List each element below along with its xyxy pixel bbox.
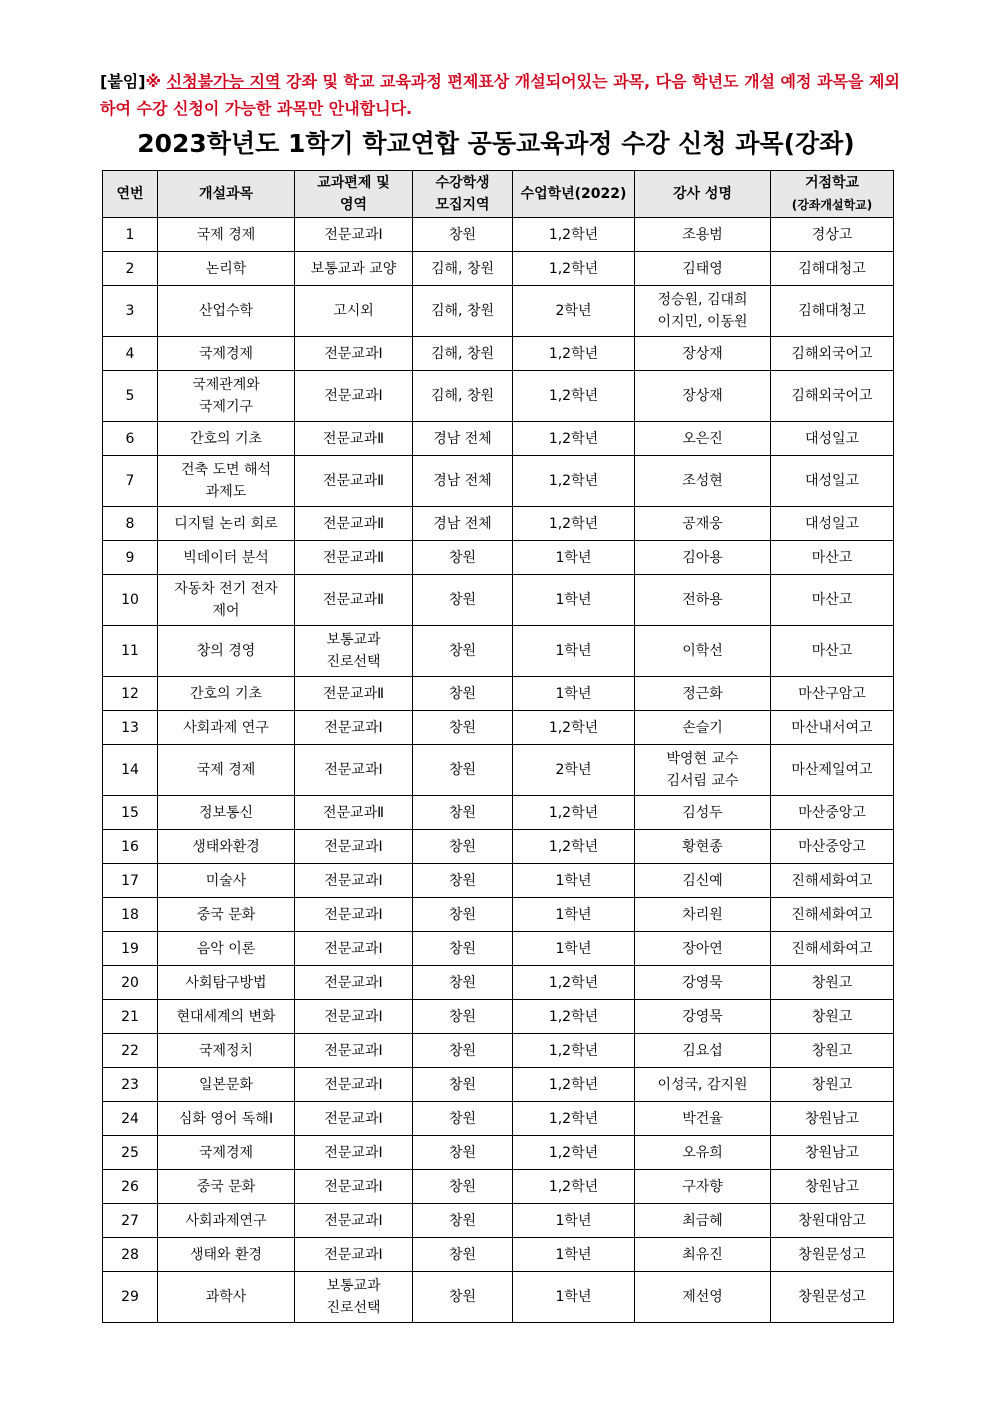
- cell-school: 마산제일여고: [771, 745, 894, 796]
- cell-region: 창원: [413, 1068, 513, 1102]
- cell-teacher: 강영묵: [635, 966, 771, 1000]
- cell-teacher: 차리원: [635, 898, 771, 932]
- cell-no: 7: [103, 456, 158, 507]
- cell-teacher: 정근화: [635, 677, 771, 711]
- cell-grade: 2학년: [513, 286, 635, 337]
- cell-subject: 창의 경영: [158, 626, 295, 677]
- cell-grade: 1,2학년: [513, 796, 635, 830]
- cell-school: 마산구암고: [771, 677, 894, 711]
- cell-school: 마산고: [771, 541, 894, 575]
- cell-region: 창원: [413, 1204, 513, 1238]
- cell-grade: 1,2학년: [513, 337, 635, 371]
- cell-teacher: 강영묵: [635, 1000, 771, 1034]
- cell-no: 10: [103, 575, 158, 626]
- cell-teacher: 박건율: [635, 1102, 771, 1136]
- header-teacher: 강사 성명: [635, 171, 771, 218]
- cell-subject: 논리학: [158, 252, 295, 286]
- cell-category: 전문교과Ⅰ: [295, 1136, 413, 1170]
- cell-region: 창원: [413, 1034, 513, 1068]
- cell-school: 창원고: [771, 966, 894, 1000]
- cell-grade: 1,2학년: [513, 711, 635, 745]
- cell-region: 창원: [413, 575, 513, 626]
- table-row: [103, 745, 894, 796]
- cell-school: 진해세화여고: [771, 864, 894, 898]
- cell-subject: 심화 영어 독해Ⅰ: [158, 1102, 295, 1136]
- cell-no: 26: [103, 1170, 158, 1204]
- cell-subject: 국제 경제: [158, 218, 295, 252]
- cell-grade: 2학년: [513, 745, 635, 796]
- cell-subject: 정보통신: [158, 796, 295, 830]
- notice-tag: [붙임]: [100, 72, 146, 91]
- cell-teacher: 오은진: [635, 422, 771, 456]
- cell-region: 창원: [413, 796, 513, 830]
- cell-subject: 일본문화: [158, 1068, 295, 1102]
- cell-category: 전문교과Ⅰ: [295, 218, 413, 252]
- cell-no: 13: [103, 711, 158, 745]
- table-row: [103, 1204, 894, 1238]
- cell-grade: 1학년: [513, 1272, 635, 1323]
- cell-grade: 1학년: [513, 677, 635, 711]
- cell-category: 전문교과Ⅰ: [295, 1034, 413, 1068]
- cell-region: 창원: [413, 626, 513, 677]
- cell-no: 14: [103, 745, 158, 796]
- cell-school: 창원남고: [771, 1136, 894, 1170]
- cell-no: 21: [103, 1000, 158, 1034]
- cell-subject: 생태와환경: [158, 830, 295, 864]
- cell-category: 전문교과Ⅱ: [295, 456, 413, 507]
- notice-text: [100, 68, 900, 122]
- cell-school: 창원문성고: [771, 1272, 894, 1323]
- cell-region: 창원: [413, 541, 513, 575]
- cell-school: 진해세화여고: [771, 898, 894, 932]
- cell-subject: 중국 문화: [158, 1170, 295, 1204]
- table-row: [103, 898, 894, 932]
- cell-category: 전문교과Ⅰ: [295, 1068, 413, 1102]
- cell-teacher: 이성국, 감지원: [635, 1068, 771, 1102]
- notice-body: 강좌 및 학교 교육과정 편제표상 개설되어있는 과목, 다음 학년도 개설 예정 과목을 제외하여 수강 신청이 가능한 과목만 안내합니다.: [100, 72, 900, 118]
- table-row: [103, 252, 894, 286]
- cell-no: 27: [103, 1204, 158, 1238]
- cell-region: 창원: [413, 1102, 513, 1136]
- table-row: [103, 626, 894, 677]
- cell-subject: 국제 경제: [158, 745, 295, 796]
- table-row: [103, 1136, 894, 1170]
- cell-school: 창원남고: [771, 1170, 894, 1204]
- table-row: [103, 1000, 894, 1034]
- table-row: [103, 830, 894, 864]
- cell-region: 창원: [413, 218, 513, 252]
- cell-no: 16: [103, 830, 158, 864]
- cell-no: 1: [103, 218, 158, 252]
- cell-teacher: 김아용: [635, 541, 771, 575]
- table-row: [103, 575, 894, 626]
- table-row: [103, 422, 894, 456]
- table-row: [103, 677, 894, 711]
- table-row: [103, 1068, 894, 1102]
- cell-category: 전문교과Ⅰ: [295, 745, 413, 796]
- cell-region: 김해, 창원: [413, 371, 513, 422]
- cell-grade: 1학년: [513, 932, 635, 966]
- cell-subject: 산업수학: [158, 286, 295, 337]
- cell-category: 보통교과 교양: [295, 252, 413, 286]
- cell-teacher: 이학선: [635, 626, 771, 677]
- cell-category: 전문교과Ⅰ: [295, 711, 413, 745]
- cell-category: 고시외: [295, 286, 413, 337]
- cell-teacher: 전하용: [635, 575, 771, 626]
- cell-subject: 국제관계와 국제기구: [158, 371, 295, 422]
- cell-no: 8: [103, 507, 158, 541]
- cell-school: 대성일고: [771, 422, 894, 456]
- cell-category: 전문교과Ⅱ: [295, 422, 413, 456]
- cell-grade: 1,2학년: [513, 218, 635, 252]
- cell-teacher: 최금혜: [635, 1204, 771, 1238]
- cell-grade: 1학년: [513, 575, 635, 626]
- cell-school: 경상고: [771, 218, 894, 252]
- cell-region: 창원: [413, 677, 513, 711]
- cell-grade: 1,2학년: [513, 252, 635, 286]
- cell-no: 28: [103, 1238, 158, 1272]
- cell-subject: 사회탐구방법: [158, 966, 295, 1000]
- cell-category: 전문교과Ⅰ: [295, 966, 413, 1000]
- cell-category: 전문교과Ⅰ: [295, 1238, 413, 1272]
- cell-grade: 1학년: [513, 898, 635, 932]
- table-row: [103, 932, 894, 966]
- table-row: [103, 337, 894, 371]
- cell-school: 창원남고: [771, 1102, 894, 1136]
- cell-region: 경남 전체: [413, 422, 513, 456]
- cell-teacher: 김태영: [635, 252, 771, 286]
- cell-school: 김해대청고: [771, 286, 894, 337]
- cell-region: 경남 전체: [413, 456, 513, 507]
- cell-school: 창원문성고: [771, 1238, 894, 1272]
- cell-teacher: 장아연: [635, 932, 771, 966]
- cell-grade: 1학년: [513, 541, 635, 575]
- cell-region: 창원: [413, 898, 513, 932]
- cell-subject: 생태와 환경: [158, 1238, 295, 1272]
- cell-grade: 1,2학년: [513, 1170, 635, 1204]
- cell-no: 25: [103, 1136, 158, 1170]
- cell-subject: 빅데이터 분석: [158, 541, 295, 575]
- cell-school: 창원고: [771, 1068, 894, 1102]
- cell-no: 11: [103, 626, 158, 677]
- table-row: [103, 1102, 894, 1136]
- cell-category: 전문교과Ⅰ: [295, 898, 413, 932]
- cell-school: 창원대암고: [771, 1204, 894, 1238]
- cell-subject: 사회과제 연구: [158, 711, 295, 745]
- table-row: [103, 1238, 894, 1272]
- cell-teacher: 조성현: [635, 456, 771, 507]
- cell-school: 진해세화여고: [771, 932, 894, 966]
- cell-school: 김해외국어고: [771, 337, 894, 371]
- cell-school: 마산중앙고: [771, 830, 894, 864]
- cell-category: 전문교과Ⅰ: [295, 371, 413, 422]
- cell-grade: 1,2학년: [513, 1102, 635, 1136]
- cell-category: 전문교과Ⅱ: [295, 677, 413, 711]
- header-grade: 수업학년(2022): [513, 171, 635, 218]
- notice-mark: ※: [145, 72, 167, 91]
- cell-school: 창원고: [771, 1000, 894, 1034]
- cell-region: 김해, 창원: [413, 286, 513, 337]
- cell-subject: 간호의 기초: [158, 422, 295, 456]
- cell-grade: 1,2학년: [513, 966, 635, 1000]
- cell-teacher: 조용범: [635, 218, 771, 252]
- cell-teacher: 제선영: [635, 1272, 771, 1323]
- header-subject: 개설과목: [158, 171, 295, 218]
- cell-no: 20: [103, 966, 158, 1000]
- cell-region: 창원: [413, 1272, 513, 1323]
- cell-school: 김해외국어고: [771, 371, 894, 422]
- cell-grade: 1,2학년: [513, 456, 635, 507]
- cell-school: 마산내서여고: [771, 711, 894, 745]
- cell-no: 2: [103, 252, 158, 286]
- cell-category: 전문교과Ⅰ: [295, 1204, 413, 1238]
- cell-teacher: 공재웅: [635, 507, 771, 541]
- table-header-row: [103, 171, 894, 218]
- cell-grade: 1학년: [513, 864, 635, 898]
- cell-subject: 현대세계의 변화: [158, 1000, 295, 1034]
- header-category: 교과편제 및 영역: [295, 171, 413, 218]
- table-row: [103, 286, 894, 337]
- header-region: 수강학생 모집지역: [413, 171, 513, 218]
- cell-region: 창원: [413, 745, 513, 796]
- notice-underlined: 신청불가능 지역: [166, 72, 281, 91]
- cell-region: 창원: [413, 1170, 513, 1204]
- cell-teacher: 박영현 교수 김서림 교수: [635, 745, 771, 796]
- cell-region: 창원: [413, 830, 513, 864]
- cell-region: 창원: [413, 932, 513, 966]
- cell-grade: 1,2학년: [513, 1136, 635, 1170]
- cell-grade: 1학년: [513, 1204, 635, 1238]
- cell-school: 김해대청고: [771, 252, 894, 286]
- cell-category: 전문교과Ⅱ: [295, 507, 413, 541]
- cell-grade: 1,2학년: [513, 1068, 635, 1102]
- cell-grade: 1,2학년: [513, 371, 635, 422]
- course-table: [102, 170, 894, 1323]
- cell-no: 5: [103, 371, 158, 422]
- cell-region: 창원: [413, 1136, 513, 1170]
- cell-grade: 1학년: [513, 626, 635, 677]
- cell-subject: 과학사: [158, 1272, 295, 1323]
- table-row: [103, 1272, 894, 1323]
- cell-teacher: 장상재: [635, 337, 771, 371]
- cell-grade: 1,2학년: [513, 507, 635, 541]
- cell-region: 창원: [413, 711, 513, 745]
- cell-no: 12: [103, 677, 158, 711]
- table-row: [103, 711, 894, 745]
- cell-category: 전문교과Ⅱ: [295, 796, 413, 830]
- cell-teacher: 구자향: [635, 1170, 771, 1204]
- cell-category: 전문교과Ⅰ: [295, 932, 413, 966]
- cell-category: 전문교과Ⅰ: [295, 1170, 413, 1204]
- cell-grade: 1학년: [513, 1238, 635, 1272]
- cell-region: 김해, 창원: [413, 337, 513, 371]
- cell-region: 창원: [413, 966, 513, 1000]
- cell-region: 창원: [413, 864, 513, 898]
- table-row: [103, 456, 894, 507]
- cell-subject: 건축 도면 해석 과제도: [158, 456, 295, 507]
- cell-teacher: 김요섭: [635, 1034, 771, 1068]
- cell-region: 창원: [413, 1000, 513, 1034]
- table-row: [103, 1034, 894, 1068]
- cell-no: 19: [103, 932, 158, 966]
- table-row: [103, 1170, 894, 1204]
- cell-subject: 국제정치: [158, 1034, 295, 1068]
- cell-subject: 음악 이론: [158, 932, 295, 966]
- page-title: 2023학년도 1학기 학교연합 공동교육과정 수강 신청 과목(강좌): [137, 129, 855, 158]
- cell-no: 23: [103, 1068, 158, 1102]
- cell-region: 창원: [413, 1238, 513, 1272]
- cell-category: 전문교과Ⅰ: [295, 830, 413, 864]
- cell-no: 22: [103, 1034, 158, 1068]
- cell-subject: 간호의 기초: [158, 677, 295, 711]
- cell-school: 대성일고: [771, 456, 894, 507]
- cell-teacher: 오유희: [635, 1136, 771, 1170]
- cell-no: 24: [103, 1102, 158, 1136]
- cell-subject: 국제경제: [158, 337, 295, 371]
- cell-no: 29: [103, 1272, 158, 1323]
- cell-category: 전문교과Ⅰ: [295, 1102, 413, 1136]
- cell-subject: 미술사: [158, 864, 295, 898]
- cell-no: 9: [103, 541, 158, 575]
- cell-subject: 디지털 논리 회로: [158, 507, 295, 541]
- table-row: [103, 371, 894, 422]
- cell-no: 18: [103, 898, 158, 932]
- table-row: [103, 796, 894, 830]
- header-no: 연번: [103, 171, 158, 218]
- cell-subject: 국제경제: [158, 1136, 295, 1170]
- table-row: [103, 507, 894, 541]
- cell-school: 마산고: [771, 626, 894, 677]
- cell-category: 보통교과 진로선택: [295, 1272, 413, 1323]
- cell-subject: 사회과제연구: [158, 1204, 295, 1238]
- cell-grade: 1,2학년: [513, 422, 635, 456]
- cell-category: 전문교과Ⅰ: [295, 864, 413, 898]
- header-school: 거점학교 (강좌개설학교): [771, 171, 894, 218]
- cell-category: 전문교과Ⅰ: [295, 1000, 413, 1034]
- cell-school: 대성일고: [771, 507, 894, 541]
- cell-teacher: 장상재: [635, 371, 771, 422]
- cell-teacher: 손슬기: [635, 711, 771, 745]
- table-row: [103, 541, 894, 575]
- cell-no: 3: [103, 286, 158, 337]
- cell-no: 6: [103, 422, 158, 456]
- cell-no: 15: [103, 796, 158, 830]
- cell-grade: 1,2학년: [513, 1000, 635, 1034]
- cell-teacher: 정승원, 김대희 이지민, 이동원: [635, 286, 771, 337]
- cell-no: 17: [103, 864, 158, 898]
- cell-teacher: 김성두: [635, 796, 771, 830]
- cell-teacher: 김신예: [635, 864, 771, 898]
- cell-category: 보통교과 진로선택: [295, 626, 413, 677]
- cell-teacher: 최유진: [635, 1238, 771, 1272]
- cell-school: 창원고: [771, 1034, 894, 1068]
- cell-subject: 자동차 전기 전자 제어: [158, 575, 295, 626]
- table-row: [103, 218, 894, 252]
- cell-region: 경남 전체: [413, 507, 513, 541]
- table-row: [103, 864, 894, 898]
- cell-teacher: 황현종: [635, 830, 771, 864]
- cell-category: 전문교과Ⅰ: [295, 337, 413, 371]
- cell-grade: 1,2학년: [513, 1034, 635, 1068]
- table-row: [103, 966, 894, 1000]
- cell-no: 4: [103, 337, 158, 371]
- cell-school: 마산중앙고: [771, 796, 894, 830]
- cell-region: 김해, 창원: [413, 252, 513, 286]
- cell-school: 마산고: [771, 575, 894, 626]
- cell-grade: 1,2학년: [513, 830, 635, 864]
- cell-category: 전문교과Ⅱ: [295, 575, 413, 626]
- cell-subject: 중국 문화: [158, 898, 295, 932]
- cell-category: 전문교과Ⅱ: [295, 541, 413, 575]
